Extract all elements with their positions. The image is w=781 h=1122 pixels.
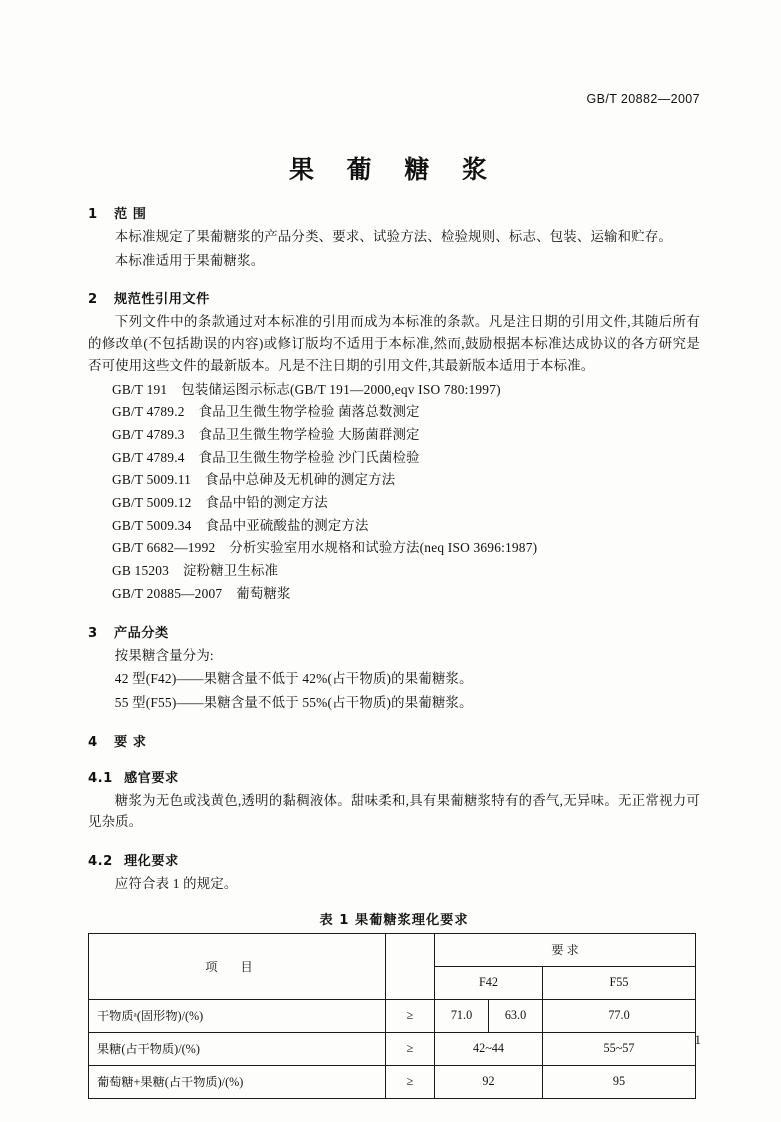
section-title-2: 规范性引用文件 — [114, 292, 210, 308]
table-cell-f42: 92 — [435, 1065, 543, 1098]
reference-code: GB 15203 — [112, 563, 170, 579]
reference-text: 食品中总砷及无机砷的测定方法 — [205, 472, 396, 488]
reference-item — [112, 492, 700, 514]
section-number-4-1: 4.1 — [88, 770, 113, 786]
table-cell-symbol: ≥ — [386, 999, 435, 1032]
reference-code: GB/T 4789.2 — [112, 404, 185, 420]
page-title: 果 葡 糖 浆 — [288, 155, 500, 184]
reference-code: GB/T 5009.34 — [112, 517, 192, 533]
table-cell-f55: 95 — [543, 1065, 696, 1098]
reference-text: 食品卫生微生物学检验 菌落总数测定 — [198, 404, 420, 420]
section-number-4-2: 4.2 — [88, 854, 113, 870]
reference-text: 食品卫生微生物学检验 大肠菌群测定 — [198, 426, 420, 442]
reference-code: GB/T 4789.4 — [112, 449, 185, 465]
reference-text: 包装储运图示标志(GB/T 191—2000,eqv ISO 780:1997) — [181, 381, 501, 397]
table-row — [89, 1065, 696, 1098]
table-cell-f55: 77.0 — [543, 999, 696, 1032]
reference-item — [112, 537, 700, 559]
section-heading-4 — [88, 731, 700, 750]
table-header-row — [89, 933, 696, 966]
section-4-1-paragraph: 糖浆为无色或浅黄色,透明的黏稠液体。甜味柔和,具有果葡糖浆特有的香气,无异味。无正常视力可见杂质。 — [88, 792, 700, 830]
section-title-4-1: 感官要求 — [124, 770, 179, 786]
reference-item — [112, 424, 700, 446]
table-row — [89, 999, 696, 1032]
section-title-3: 产品分类 — [114, 625, 169, 641]
reference-item — [112, 401, 700, 423]
reference-item — [112, 515, 700, 537]
reference-code: GB/T 191 — [112, 381, 168, 397]
reference-item — [112, 447, 700, 469]
table-header-item: 项 目 — [89, 933, 386, 999]
section-heading-4-1 — [88, 767, 700, 786]
table-cell-item: 干物质ᵃ(固形物)/(%) — [89, 999, 386, 1032]
section-number-2: 2 — [88, 292, 98, 308]
reference-item — [112, 583, 700, 605]
page-content — [88, 0, 700, 1099]
section-heading-1 — [88, 203, 700, 222]
physicochemical-requirements-table — [88, 933, 696, 1099]
section-number-1: 1 — [88, 207, 98, 222]
reference-item — [112, 469, 700, 491]
table-caption: 表 1 果葡糖浆理化要求 — [319, 912, 469, 928]
section-number-3: 3 — [88, 625, 98, 641]
reference-code: GB/T 6682—1992 — [112, 540, 216, 556]
reference-text: 食品中亚硫酸盐的测定方法 — [205, 517, 369, 533]
section-heading-4-2 — [88, 850, 700, 869]
table-cell-item: 葡萄糖+果糖(占干物质)/(%) — [89, 1065, 386, 1098]
reference-code: GB/T 5009.11 — [112, 472, 192, 488]
reference-text: 食品卫生微生物学检验 沙门氏菌检验 — [198, 449, 420, 465]
reference-code: GB/T 20885—2007 — [112, 585, 223, 601]
section-3-intro: 按果糖含量分为: — [114, 647, 214, 663]
reference-text: 淀粉糖卫生标准 — [183, 563, 279, 579]
product-class-item: 42 型(F42)——果糖含量不低于 42%(占干物质)的果葡糖浆。 — [114, 671, 473, 687]
table-header-f55: F55 — [543, 966, 696, 999]
product-class-item: 55 型(F55)——果糖含量不低于 55%(占干物质)的果葡糖浆。 — [114, 694, 473, 710]
table-cell-symbol: ≥ — [386, 1032, 435, 1065]
reference-text: 分析实验室用水规格和试验方法(neq ISO 3696:1987) — [229, 540, 538, 556]
reference-item — [112, 560, 700, 582]
standard-code: GB/T 20882—2007 — [586, 92, 700, 106]
table-header-requirement: 要 求 — [435, 933, 696, 966]
section-title-4-2: 理化要求 — [124, 854, 179, 870]
section-1-paragraph-2: 本标准适用于果葡糖浆。 — [114, 252, 265, 268]
table-cell-f42-b: 63.0 — [489, 999, 543, 1032]
reference-text: 葡萄糖浆 — [236, 585, 291, 601]
table-header-f42: F42 — [435, 966, 543, 999]
table-row — [89, 1032, 696, 1065]
section-2-paragraph-1: 下列文件中的条款通过对本标准的引用而成为本标准的条款。凡是注日期的引用文件,其随后所有的修改单(不包括勘误的内容)或修订版均不适用于本标准,然而,鼓励根据本标准达成协议的各方研究是否可使用这些文件的最新版本。凡是不注日期的引用文件,其最新版本适用于本标准。 — [88, 314, 700, 373]
table-cell-item: 果糖(占干物质)/(%) — [89, 1032, 386, 1065]
table-cell-f42-a: 71.0 — [435, 999, 489, 1032]
reference-code: GB/T 5009.12 — [112, 495, 192, 511]
section-title-1: 范 围 — [114, 207, 147, 222]
page-number: 1 — [694, 1032, 701, 1047]
section-number-4: 4 — [88, 734, 98, 750]
section-heading-3 — [88, 622, 700, 641]
section-1-paragraph-1: 本标准规定了果葡糖浆的产品分类、要求、试验方法、检验规则、标志、包装、运输和贮存。 — [114, 229, 673, 244]
reference-item — [112, 379, 700, 401]
table-cell-symbol: ≥ — [386, 1065, 435, 1098]
table-header-symbol — [386, 933, 435, 999]
reference-text: 食品中铅的测定方法 — [205, 495, 328, 511]
section-title-4: 要 求 — [114, 734, 147, 750]
reference-code: GB/T 4789.3 — [112, 426, 185, 442]
section-heading-2 — [88, 288, 700, 307]
table-cell-f55: 55~57 — [543, 1032, 696, 1065]
section-4-2-paragraph: 应符合表 1 的规定。 — [114, 876, 238, 892]
table-cell-f42: 42~44 — [435, 1032, 543, 1065]
